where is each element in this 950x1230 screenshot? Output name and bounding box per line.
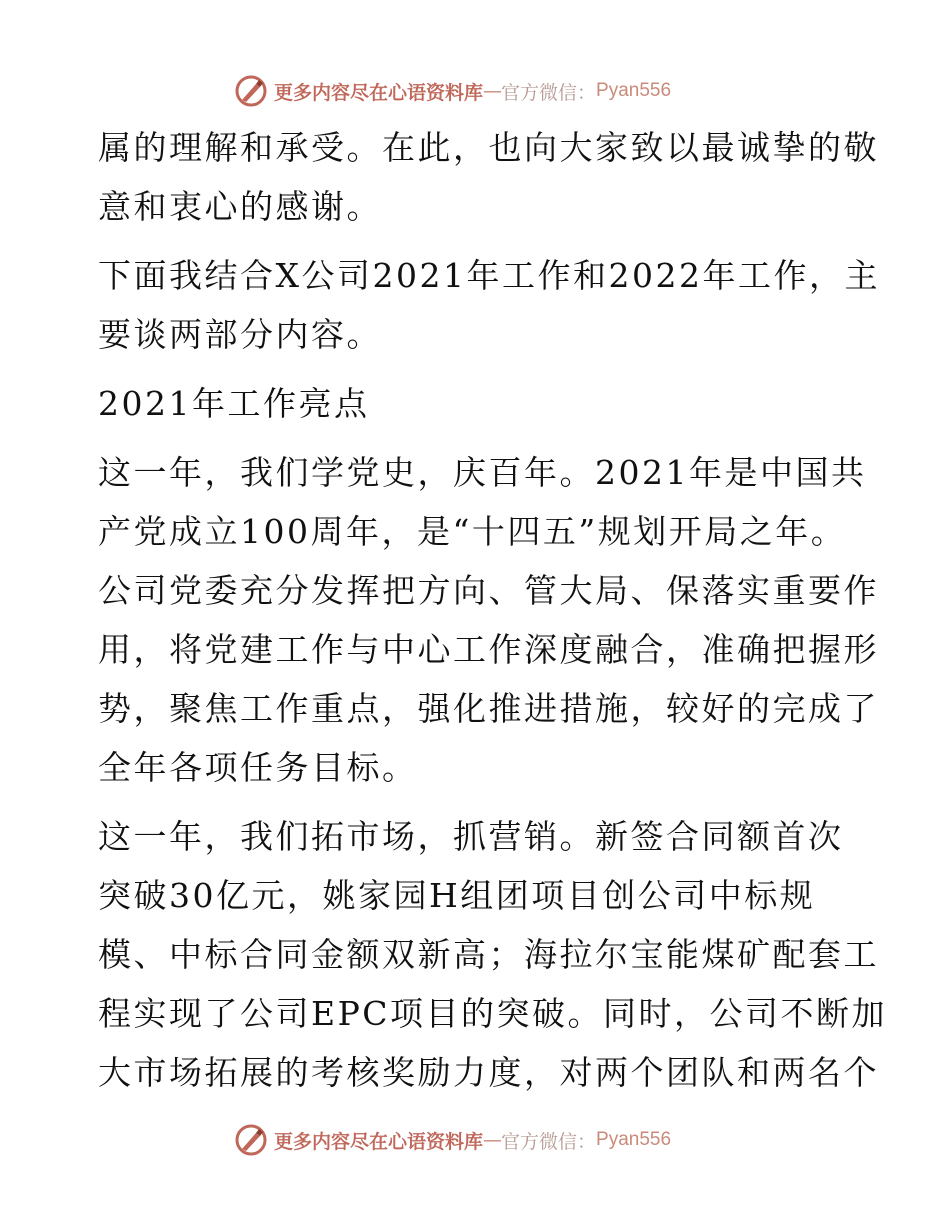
text-line: 产党成立100周年，是“十四五”规划开局之年。 xyxy=(98,512,847,551)
watermark-brand: 更多内容尽在心语资料库 xyxy=(274,1130,484,1153)
text-line: 用，将党建工作与中心工作深度融合，准确把握形 xyxy=(98,630,879,669)
pen-logo-icon xyxy=(234,74,268,108)
section-heading xyxy=(98,374,868,433)
heading-line: 2021年工作亮点 xyxy=(98,384,370,423)
paragraph-5 xyxy=(98,807,888,1102)
text-line: 模、中标合同金额双新高；海拉尔宝能煤矿配套工 xyxy=(98,935,879,974)
pen-logo-icon xyxy=(234,1123,268,1157)
text-line: 公司党委充分发挥把方向、管大局、保落实重要作 xyxy=(98,571,879,610)
text-line: 属的理解和承受。在此，也向大家致以最诚挚的敬 xyxy=(98,128,879,167)
text-line: 大市场拓展的考核奖励力度，对两个团队和两名个 xyxy=(98,1053,879,1092)
watermark-dash: — xyxy=(483,1129,502,1151)
paragraph-4 xyxy=(98,443,879,797)
text-line: 突破30亿元，姚家园H组团项目创公司中标规 xyxy=(98,876,816,915)
text-line: 势，聚焦工作重点，强化推进措施，较好的完成了 xyxy=(98,689,879,728)
text-line: 意和衷心的感谢。 xyxy=(98,187,382,226)
watermark-dash: — xyxy=(483,80,502,102)
text-line: 下面我结合X公司2021年工作和2022年工作，主 xyxy=(98,256,880,295)
watermark-official: 官方微信： xyxy=(501,81,597,104)
watermark-id: Pyan556 xyxy=(596,1129,672,1150)
text-line: 全年各项任务目标。 xyxy=(98,748,418,787)
watermark-footer xyxy=(234,1122,671,1158)
watermark-official: 官方微信： xyxy=(501,1130,597,1153)
watermark-header xyxy=(234,73,671,109)
text-line: 这一年，我们拓市场，抓营销。新签合同额首次 xyxy=(98,817,844,856)
text-line: 程实现了公司EPC项目的突破。同时，公司不断加 xyxy=(98,994,888,1033)
paragraph-2 xyxy=(98,246,880,364)
text-line: 这一年，我们学党史，庆百年。2021年是中国共 xyxy=(98,453,867,492)
paragraph-1 xyxy=(98,118,879,236)
watermark-id: Pyan556 xyxy=(596,80,672,101)
text-line: 要谈两部分内容。 xyxy=(98,315,382,354)
watermark-brand: 更多内容尽在心语资料库 xyxy=(274,81,484,104)
document-body xyxy=(98,118,888,1102)
